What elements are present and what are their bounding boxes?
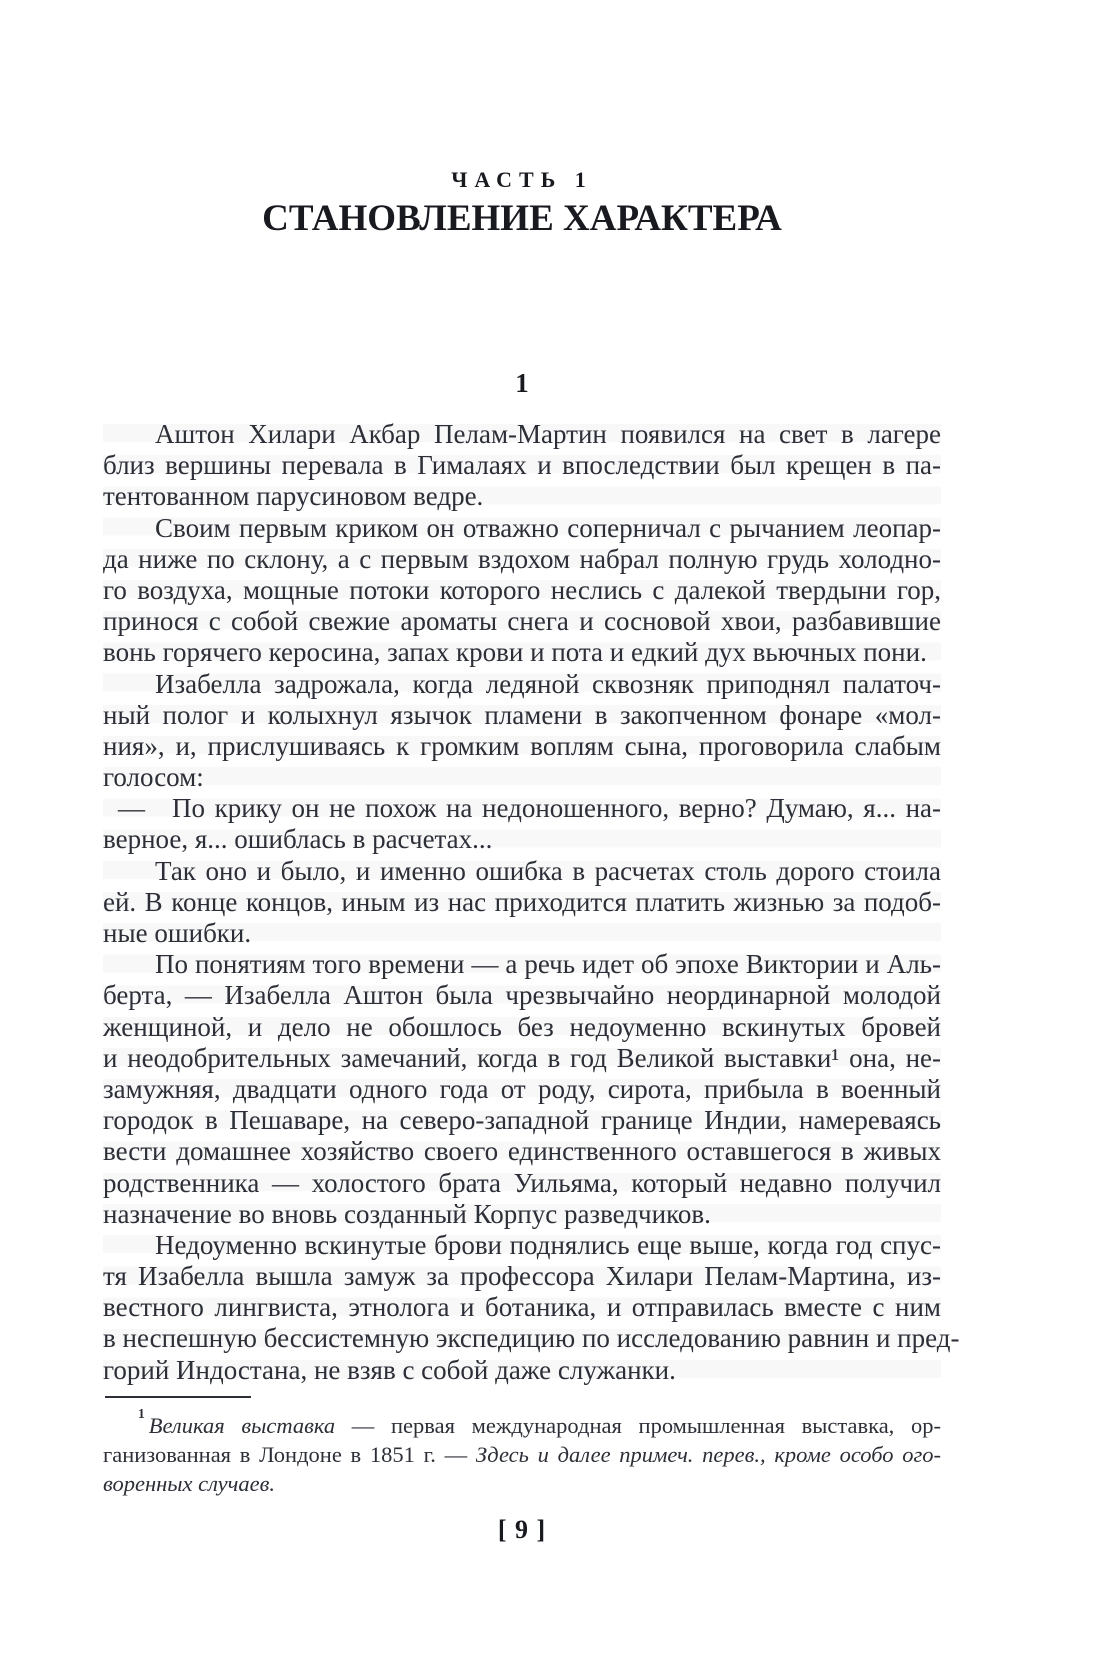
body-line: тентованном парусиновом ведре.: [103, 481, 484, 512]
footnote-marker: 1: [138, 1406, 145, 1422]
body-line: горий Индостана, не взяв с собой даже служанки.: [103, 1354, 676, 1385]
paragraph: [103, 949, 941, 1230]
paragraph: [103, 513, 941, 669]
body-line: вонь горячего керосина, запах крови и пота и едкий дух вьючных пони.: [103, 637, 927, 668]
body-line: близ вершины перевала в Гималаях и впоследствии был крещен в па-: [103, 450, 941, 481]
footnote-line: [103, 1469, 941, 1498]
footnote-text: [103, 1406, 941, 1498]
body-line: назначение во вновь созданный Корпус разведчиков.: [103, 1198, 711, 1229]
body-line: Так оно и было, и именно ошибка в расчетах столь дорого стоила: [155, 855, 941, 886]
chapter-number: 1: [515, 368, 529, 398]
body-line: вестного лингвиста, этнолога и ботаника, и отправилась вместе с ним: [103, 1292, 941, 1323]
body-line: тя Изабелла вышла замуж за профессора Хилари Пелам-Мартина, из-: [103, 1261, 941, 1292]
body-line: Изабелла задрожала, когда ледяной сквозняк приподнял палаточ-: [155, 668, 941, 699]
body-line: ей. В конце концов, иным из нас приходится платить жизнью за подоб-: [103, 886, 941, 917]
body-line: — По крику он не похож на недоношенного, верно? Думаю, я... на-: [118, 793, 941, 824]
part-title: СТАНОВЛЕНИЕ ХАРАКТЕРА: [262, 198, 782, 239]
footnote-segment: ганизованная в Лондоне в 1851 г. —: [103, 1442, 476, 1467]
body-line: в неспешную бессистемную экспедицию по исследованию равнин и пред-: [103, 1323, 960, 1354]
body-line: По понятиям того времени — а речь идет об эпохе Виктории и Аль-: [155, 949, 941, 980]
paragraph: [103, 669, 941, 794]
body-line: Аштон Хилари Акбар Пелам-Мартин появился на свет в лагере: [155, 419, 941, 449]
body-line: ния», и, прислушиваясь к громким воплям сына, проговорила слабым: [103, 730, 941, 761]
body-line: голосом:: [103, 762, 204, 793]
footnote-segment: — первая международная промышленная выставка, ор-: [335, 1413, 941, 1438]
body-line: верное, я... ошиблась в расчетах...: [103, 824, 493, 855]
body-line: Недоуменно вскинутые брови поднялись еще выше, когда год спус-: [155, 1229, 941, 1260]
paragraph: [103, 793, 941, 855]
footnote-line: [103, 1406, 941, 1440]
body-line: Своим первым криком он отважно соперничал с рычанием леопар-: [155, 512, 941, 543]
body-line: да ниже по склону, а с первым вздохом набрал полную грудь холодно-: [103, 543, 941, 574]
footnote-segment: Великая выставка: [148, 1413, 336, 1438]
body-line: принося с собой свежие ароматы снега и сосновой хвои, разбавившие: [103, 606, 941, 637]
paragraph: [103, 856, 941, 950]
part-label: ЧАСТЬ 1: [451, 167, 593, 192]
body-line: ные ошибки.: [103, 918, 252, 948]
footnote-separator: [105, 1396, 251, 1398]
footnote-segment: воренных случаев.: [103, 1471, 275, 1496]
body-line: го воздуха, мощные потоки которого неслись с далекой твердыни гор,: [103, 574, 941, 605]
body-line: городок в Пешаваре, на северо-западной границе Индии, намереваясь: [103, 1105, 941, 1136]
body-line: и неодобрительных замечаний, когда в год Великой выставки¹ она, не-: [103, 1042, 941, 1073]
body-line: вести домашнее хозяйство своего единственного оставшегося в живых: [103, 1136, 941, 1167]
body-line: женщиной, и дело не обошлось без недоуменно вскинутых бровей: [103, 1011, 941, 1042]
body-line: ный полог и колыхнул язычок пламени в закопченном фонаре «мол-: [103, 699, 941, 730]
footnote-segment: Здесь и далее примеч. перев., кроме особо ого-: [475, 1442, 941, 1467]
paragraph: [103, 1229, 960, 1386]
body-text: [103, 419, 960, 1386]
body-line: родственника — холостого брата Уильяма, который недавно получил: [103, 1167, 941, 1198]
page-number: [ 9 ]: [497, 1515, 547, 1544]
paragraph: [103, 419, 941, 513]
body-line: замужняя, двадцати одного года от роду, сирота, прибыла в военный: [103, 1073, 941, 1104]
footnote-line: [103, 1440, 941, 1469]
body-line: берта, — Изабелла Аштон была чрезвычайно неординарной молодой: [103, 980, 941, 1011]
